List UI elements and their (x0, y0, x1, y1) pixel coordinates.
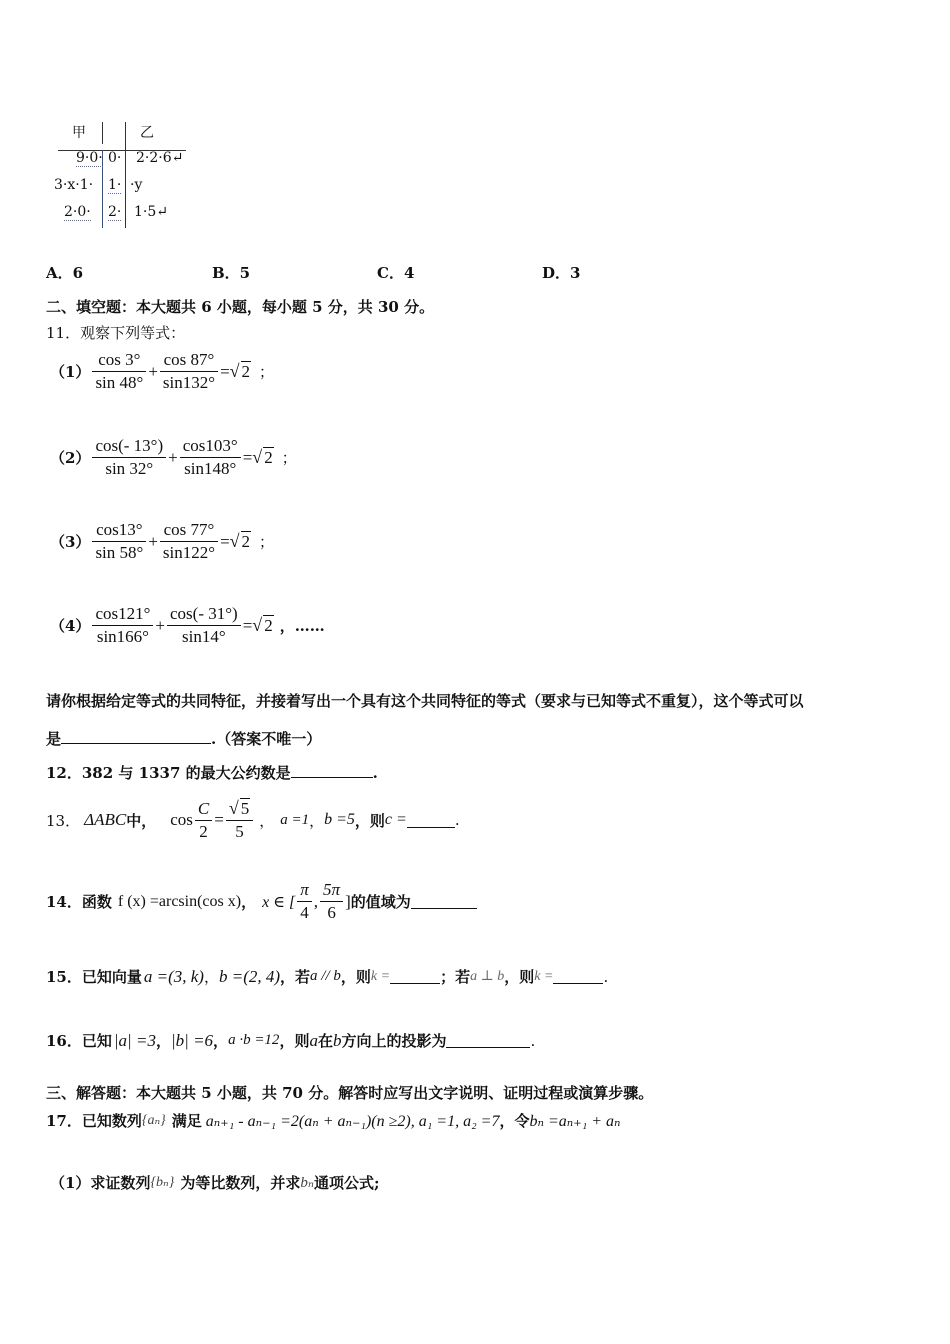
eq1-label: （1） (50, 363, 91, 381)
eq3-rhs: 2 (241, 532, 251, 551)
eq3-frac1 (92, 520, 146, 563)
eq1-tail: ； (259, 363, 275, 381)
q17-part1-tail: 通项公式; (313, 1174, 380, 1192)
eq4-label: （4） (50, 617, 91, 635)
eq4-tail: ，…… (279, 617, 325, 635)
q15-answer-blank-2[interactable] (553, 969, 603, 984)
eq1-den1: sin 48° (95, 373, 144, 392)
q13-triangle: ΔABC (84, 810, 127, 829)
q16-number: 16．已知 (46, 1032, 112, 1050)
eq3-num2: cos 77° (160, 520, 218, 542)
q16-text: 方向上的投影为 (341, 1032, 447, 1050)
q11-prompt-pre: 是 (46, 730, 62, 748)
q14-frac2-den: 6 (327, 903, 336, 922)
eq1-frac1 (92, 350, 146, 393)
q13-number: 13． (46, 811, 81, 830)
q14-comma: ， (241, 893, 257, 911)
q16-comma2: ， (213, 1032, 229, 1050)
q13-b-value: b =5 (324, 811, 355, 828)
choice-d: D．3 (542, 264, 581, 282)
q11-prompt-line2 (46, 728, 321, 749)
q13: 13． ΔABC 中， cos $\frac{C}{2}$ = $\frac{√ 5}{5}$ ， a =1 ， b =5 ，则 c = . (46, 798, 460, 841)
section2-heading: 二、填空题：本大题共 6 小题，每小题 5 分，共 30 分。 (46, 298, 435, 316)
q12-tail: . (372, 764, 378, 782)
eq1-num1: cos 3° (92, 350, 146, 372)
q14-frac1-num: π (297, 880, 312, 902)
eq4-den2: sin14° (182, 627, 226, 646)
q17 (46, 1110, 621, 1131)
q11-equation-3: （3） $\frac{\cos 13^\circ}{\sin 58^\circ}$ + $\frac{\cos 77^\circ}{\sin 122^\circ}$ = √ 2 ； (50, 520, 275, 562)
header-right: 乙 (140, 125, 154, 141)
row3-left-leaves: 2·0· (64, 204, 91, 220)
q13-eq: = (214, 810, 224, 829)
q15-tail: . (603, 967, 609, 986)
q17-part1 (50, 1172, 379, 1193)
eq1-num2: cos 87° (160, 350, 218, 372)
choice-a: A．6 (46, 264, 84, 282)
q15-then2: ，则 (504, 968, 535, 986)
q17-recurrence: aₙ₊₁ - aₙ₋₁ =2(aₙ + aₙ₋₁)(n ≥2), a₁ =1, a₂ =7 (205, 1112, 500, 1130)
q11-stem: 11．观察下列等式： (46, 324, 186, 342)
choice-b: B．5 (212, 264, 251, 282)
q17-sequence-b: {bₙ} (150, 1175, 175, 1190)
eq1-frac2 (160, 350, 218, 393)
row3-stem: 2· (108, 204, 122, 220)
q17-bn: bₙ (300, 1175, 314, 1191)
choice-c: C．4 (377, 264, 415, 282)
q16-norm-a: |a| =3 (113, 1030, 156, 1050)
eq4-den1: sin166° (96, 627, 149, 646)
eq2-den1: sin 32° (105, 459, 154, 478)
eq4-num2: cos(- 31°) (167, 604, 241, 626)
row1-right-leaves: 2·2·6↵ (136, 150, 184, 166)
q13-tail: . (454, 811, 460, 829)
q11-equation-4: （4） $\frac{\cos 121^\circ}{\sin 166^\circ}$ + $\frac{\cos(- 31^\circ)}{\sin 14^\circ}$ = √ 2 ，…… (50, 604, 325, 646)
q17-b-definition: bₙ =aₙ₊₁ + aₙ (529, 1112, 621, 1130)
q11-prompt-post: .（答案不唯一） (211, 730, 322, 748)
q16-comma1: ， (155, 1032, 171, 1050)
eq3-frac2 (160, 520, 218, 563)
eq4-frac1 (92, 604, 153, 647)
eq2-frac1 (92, 436, 166, 479)
q16-norm-b: |b| =6 (170, 1030, 214, 1050)
eq1-rhs: 2 (241, 362, 251, 381)
q15-if1: ，若 (280, 968, 311, 986)
q11-prompt-line1: 请你根据给定等式的共同特征，并接着写出一个具有这个共同特征的等式（要求与已知等式不重复），这个等式可以 (46, 692, 804, 710)
eq2-frac2 (180, 436, 241, 479)
q15-perpendicular: a ⊥ b (470, 969, 505, 984)
header-divider (102, 122, 103, 144)
eq2-label: （2） (50, 449, 91, 467)
q13-answer-blank[interactable] (407, 813, 455, 828)
q16-a: a (309, 1030, 318, 1050)
q13-zhong: 中， (126, 811, 157, 830)
q14-number: 14．函数 (46, 893, 112, 911)
eq2-rhs: 2 (264, 448, 273, 467)
eq3-tail: ； (259, 533, 275, 551)
q15 (46, 966, 608, 987)
q13-cos: cos (170, 810, 193, 829)
q11-equation-2: （2） $\frac{\cos(- 13^\circ)}{\sin 32^\circ}$ + $\frac{\cos 103^\circ}{\sin 148^\circ}$ = √ 2 ； (50, 436, 297, 478)
q12-text: 12．382 与 1337 的最大公约数是 (46, 764, 291, 782)
q15-if2: ；若 (440, 968, 471, 986)
q14-domain-open: x ∈ [ (262, 893, 296, 911)
q14-function: f (x) =arcsin(cos x) (117, 892, 242, 910)
q11-answer-blank[interactable] (61, 729, 211, 744)
q15-k2: k = (534, 968, 554, 984)
q17-satisfies: 满足 (171, 1112, 202, 1130)
eq2-den2: sin148° (184, 459, 237, 478)
q15-vector-a: a =(3, k) (143, 966, 204, 986)
q14-frac2 (320, 880, 343, 923)
section3-heading: 三、解答题：本大题共 5 小题，共 70 分。解答时应写出文字说明、证明过程或演算步骤。 (46, 1084, 654, 1102)
row3-right-leaves: 1·5↵ (134, 204, 168, 220)
eq4-num1: cos121° (92, 604, 153, 626)
q13-half-angle (195, 799, 212, 842)
stem-right-rule (125, 122, 126, 228)
q16-dot-product: a ·b =12 (228, 1032, 280, 1048)
q14-domain-close: ] (345, 891, 351, 911)
eq4-rhs: 2 (264, 616, 273, 635)
eq3-label: （3） (50, 533, 91, 551)
row2-right-leaves: ·y (130, 177, 143, 193)
q15-parallel: a // b (310, 968, 341, 984)
q14-answer-blank[interactable] (411, 894, 477, 909)
q16-then: ，则 (279, 1032, 310, 1050)
q13-value: $\frac{√ 5}{5}$ (226, 798, 253, 842)
q17-sequence-a: {aₙ} (141, 1113, 166, 1128)
q13-c-eq: c = (384, 811, 407, 828)
q15-vector-b: b =(2, 4) (218, 966, 281, 986)
eq3-den1: sin 58° (95, 543, 144, 562)
q12 (46, 762, 378, 783)
q15-k1: k = (370, 968, 391, 984)
q11-equation-1: （1） $\frac{\cos 3^\circ}{\sin 48^\circ}$ + $\frac{\cos 87^\circ}{\sin 132^\circ}$ = √ 2 ； (50, 350, 275, 392)
q16-on: 在 (317, 1032, 333, 1050)
eq4-frac2 (167, 604, 241, 647)
q14-text: 的值域为 (350, 893, 411, 911)
q16-b: b (332, 1030, 342, 1050)
eq2-num1: cos(- 13°) (92, 436, 166, 458)
q15-answer-blank-1[interactable] (390, 969, 440, 984)
q15-then1: ，则 (340, 968, 371, 986)
q12-answer-blank[interactable] (291, 763, 373, 778)
eq3-den2: sin122° (162, 543, 216, 562)
q17-let: ，令 (499, 1112, 530, 1130)
row1-stem: 0· (108, 150, 122, 166)
q16-tail: . (530, 1031, 536, 1050)
q13-frac-num: C (195, 799, 212, 821)
eq1-den2: sin132° (162, 373, 216, 392)
q13-frac-den: 2 (199, 821, 208, 841)
q17-part1-mid: 为等比数列，并求 (180, 1174, 301, 1192)
q14-frac2-num: 5π (320, 880, 343, 902)
q17-part1-label: （1）求证数列 (50, 1174, 151, 1192)
row2-left-leaves: 3·x·1· (54, 177, 94, 193)
row2-stem: 1· (108, 177, 122, 193)
q16 (46, 1030, 535, 1051)
stem-leaf-table (50, 120, 190, 230)
eq3-num1: cos13° (92, 520, 146, 542)
q14: 14．函数 f (x) =arcsin(cos x) ， x ∈ [ $\frac{\pi}{4}$ , $\frac{5\pi}{6}$ ] 的值域为 (46, 880, 477, 923)
q13-root: 5 (240, 799, 250, 818)
q14-frac1 (297, 880, 312, 923)
q14-frac1-den: 4 (300, 903, 309, 922)
q16-answer-blank[interactable] (446, 1033, 530, 1048)
eq2-num2: cos103° (180, 436, 241, 458)
eq2-tail: ； (281, 449, 297, 467)
q15-number: 15．已知向量 (46, 968, 142, 986)
q13-ze: ，则 (354, 811, 385, 830)
q15-sep: ， (203, 968, 219, 986)
q13-a-value: a =1 (280, 811, 310, 828)
header-left: 甲 (72, 125, 86, 141)
q13-den: 5 (235, 822, 244, 841)
row1-left-leaves: 9·0· (76, 150, 103, 166)
q17-number: 17．已知数列 (46, 1112, 142, 1130)
